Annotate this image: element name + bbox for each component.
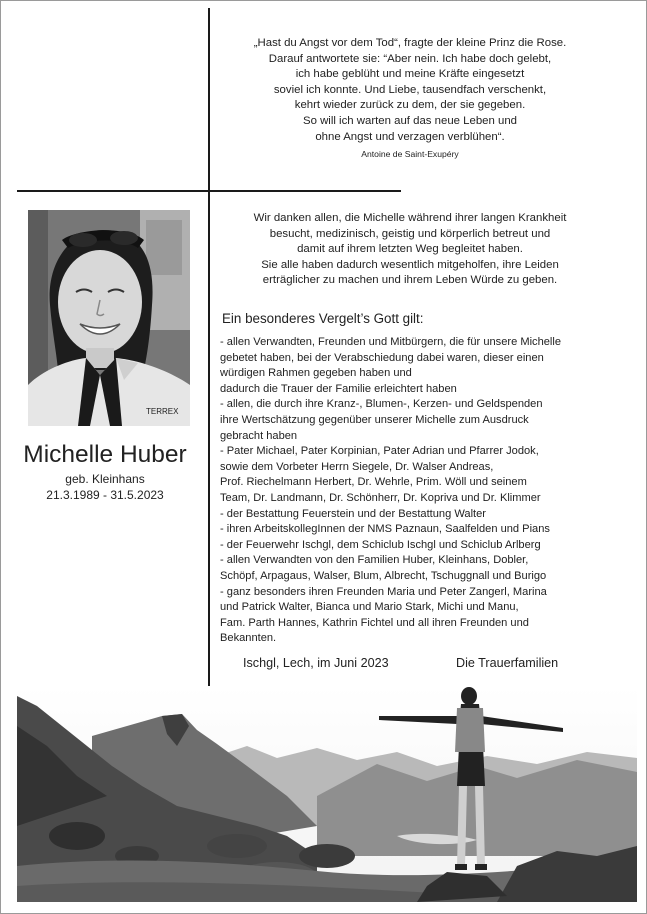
list-item-line: - allen Verwandten von den Familien Huber, Kleinhans, Dobler, (220, 554, 529, 567)
list-item-line: Team, Dr. Landmann, Dr. Schönherr, Dr. Kopriva und Dr. Klimmer (220, 491, 541, 504)
quote-line: ohne Angst und verzagen verblühen“. (315, 130, 505, 143)
birth-name: geb. Kleinhans (65, 472, 145, 486)
list-item-line: - Pater Michael, Pater Korpinian, Pater Adrian und Pfarrer Jodok, (220, 445, 539, 458)
portrait-photo (28, 210, 190, 426)
footer-place-date: Ischgl, Lech, im Juni 2023 (243, 656, 389, 670)
list-item-line: sowie dem Vorbeter Herrn Siegele, Dr. Walser Andreas, (220, 460, 494, 473)
list-item-line: Bekannten. (220, 632, 277, 645)
cross-vertical-bar (208, 8, 210, 736)
list-item-line: - der Feuerwehr Ischgl, dem Schiclub Ischgl und Schiclub Arlberg (220, 538, 541, 551)
list-item (220, 553, 615, 584)
list-item (220, 444, 615, 506)
thanks-line: Sie alle haben dadurch wesentlich mitgeholfen, ihre Leiden (261, 258, 559, 271)
thanks-line: besucht, medizinisch, geistig und körperlich betreut und (269, 227, 551, 240)
quote-line: kehrt wieder zurück zu dem, der sie gegeben. (294, 99, 526, 112)
deceased-name: Michelle Huber (23, 441, 187, 468)
list-item-line: und Patrick Walter, Bianca und Mario Stark, Michi und Manu, (220, 601, 519, 614)
list-item-line: ihre Wertschätzung gegenüber unserer Michelle zum Ausdruck (220, 413, 529, 426)
list-item-line: Fam. Parth Hannes, Kathrin Fichtel und all ihren Freunden und (220, 616, 529, 629)
thanks-line: erträglicher zu machen und ihrem Leben Würde zu geben. (262, 274, 558, 287)
list-item (220, 538, 615, 554)
list-item-line: würdigen Rahmen gegeben haben und (220, 367, 412, 380)
list-item (220, 335, 615, 397)
vergelt-list (220, 335, 615, 647)
thanks-line: Wir danken allen, die Michelle während ihrer langen Krankheit (253, 212, 567, 224)
list-item-line: Prof. Riechelmann Herbert, Dr. Wehrle, Prim. Wöll und seinem (220, 476, 527, 489)
list-item (220, 585, 615, 647)
list-item (220, 397, 615, 444)
mountain-landscape-image (17, 686, 637, 902)
list-item (220, 522, 615, 538)
jacket-brand-text: TERREX (146, 407, 179, 416)
portrait-illustration (28, 210, 190, 426)
quote-line: „Hast du Angst vor dem Tod“, fragte der kleine Prinz die Rose. (253, 37, 567, 49)
quote-line: Darauf antwortete sie: “Aber nein. Ich habe doch gelebt, (268, 52, 552, 65)
list-item-line: dadurch die Trauer der Familie erleichtert haben (220, 382, 457, 395)
life-dates: 21.3.1989 - 31.5.2023 (46, 488, 164, 502)
list-item-line: - allen Verwandten, Freunden und Mitbürgern, die für unsere Michelle (220, 336, 562, 348)
quote-line: soviel ich konnte. Und Liebe, tausendfach verschenkt, (273, 83, 547, 96)
list-item-line: - der Bestattung Feuerstein und der Bestattung Walter (220, 507, 486, 520)
vergelt-title: Ein besonderes Vergelt’s Gott gilt: (222, 311, 424, 326)
list-item-line: - ganz besonders ihren Freunden Maria und Peter Zangerl, Marina (220, 585, 547, 598)
list-item (220, 507, 615, 523)
cross-horizontal-bar (17, 190, 401, 192)
thanks-line: damit auf ihrem letzten Weg begleitet haben. (297, 243, 523, 256)
quote-block (225, 36, 595, 163)
list-item-line: Schöpf, Arpagaus, Walser, Blum, Albrecht, Tschuggnall und Burigo (220, 569, 547, 582)
quote-author: Antoine de Saint-Exupéry (361, 149, 459, 160)
list-item-line: - ihren ArbeitskollegInnen der NMS Paznaun, Saalfelden und Pians (220, 523, 550, 536)
quote-line: ich habe geblüht und meine Kräfte eingesetzt (295, 68, 525, 81)
footer-family: Die Trauerfamilien (456, 656, 559, 670)
thanks-block (225, 211, 595, 289)
list-item-line: gebetet haben, bei der Verabschiedung dabei waren, dieser einen (220, 351, 544, 364)
list-item-line: - allen, die durch ihre Kranz-, Blumen-, Kerzen- und Geldspenden (220, 398, 543, 411)
list-item-line: gebracht haben (220, 429, 298, 442)
quote-line: So will ich warten auf das neue Leben und (302, 114, 518, 127)
